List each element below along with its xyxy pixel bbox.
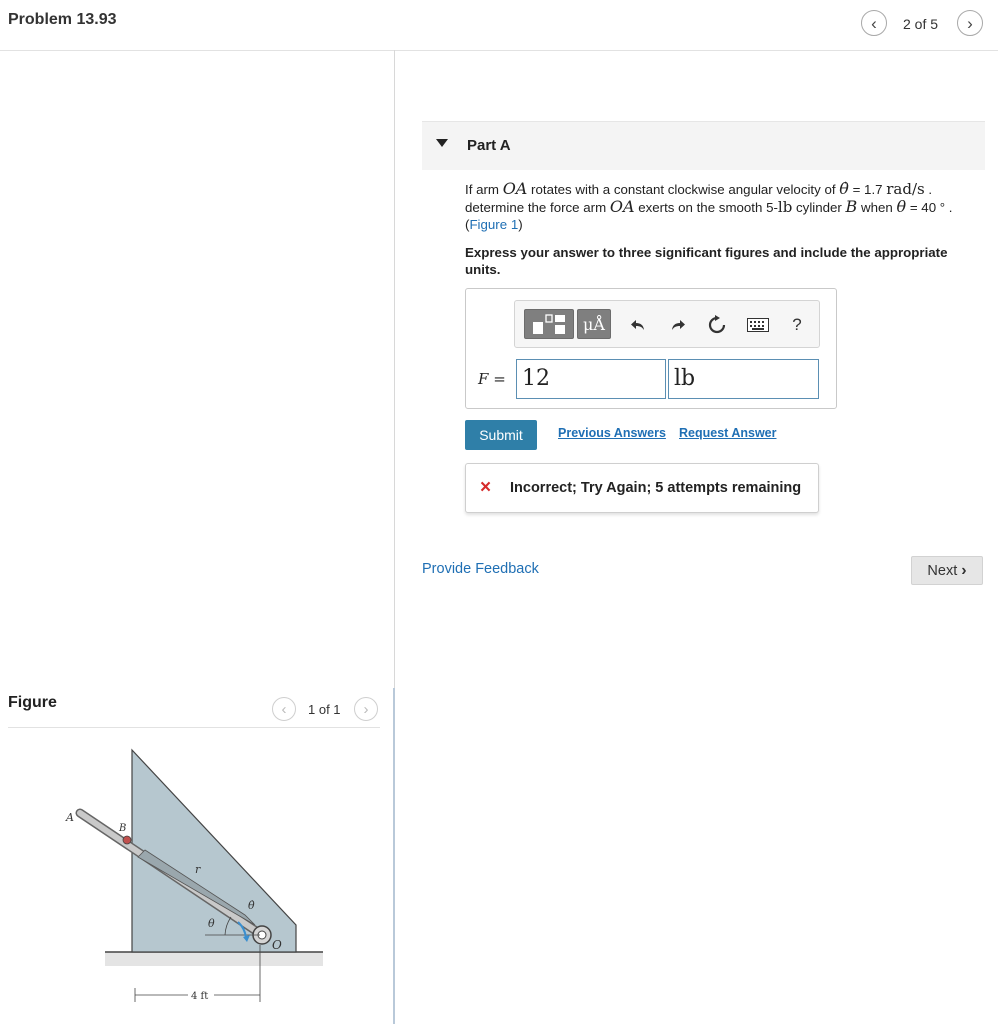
submit-button[interactable]: Submit bbox=[465, 420, 537, 450]
previous-answers-link[interactable]: Previous Answers bbox=[558, 426, 666, 440]
label-r: r bbox=[195, 863, 201, 876]
request-answer-link[interactable]: Request Answer bbox=[679, 426, 777, 440]
next-label: Next bbox=[927, 562, 958, 579]
answer-value-input[interactable]: 12 bbox=[516, 359, 666, 399]
label-o: O bbox=[272, 938, 282, 952]
figure-link[interactable]: Figure 1 bbox=[469, 217, 519, 232]
part-label: Part A bbox=[467, 137, 511, 154]
feedback-message: Incorrect; Try Again; 5 attempts remaining bbox=[510, 480, 802, 496]
incorrect-feedback-box bbox=[465, 463, 819, 513]
ground bbox=[105, 952, 323, 966]
label-theta-dot: θ̇ bbox=[248, 899, 255, 912]
collapse-caret-icon bbox=[436, 139, 448, 147]
previous-item-button[interactable] bbox=[861, 10, 887, 36]
item-page-counter: 2 of 5 bbox=[903, 16, 939, 32]
provide-feedback-link[interactable]: Provide Feedback bbox=[422, 561, 539, 577]
label-distance: 4 ft bbox=[191, 991, 209, 1002]
incorrect-x-icon: × bbox=[480, 477, 492, 498]
keyboard-button[interactable] bbox=[745, 313, 771, 337]
question-text: If arm OA rotates with a constant clockwise angular velocity of θ̇ = 1.7 rad/s . determine the force arm OA exerts on the smooth 5-lb cylinder B when θ = 40 ° . (Figure 1) bbox=[465, 179, 953, 232]
chevron-right-icon: › bbox=[363, 700, 369, 718]
chevron-left-icon: ‹ bbox=[281, 700, 287, 718]
redo-button[interactable] bbox=[667, 313, 689, 337]
chevron-left-icon: ‹ bbox=[871, 13, 877, 33]
chevron-right-icon: › bbox=[961, 561, 967, 579]
answer-box bbox=[465, 288, 837, 409]
next-item-button[interactable] bbox=[957, 10, 983, 36]
math-toolbar bbox=[514, 300, 820, 348]
units-button[interactable]: μÅ bbox=[577, 309, 611, 339]
figure-title: Figure bbox=[8, 694, 57, 711]
label-a: A bbox=[66, 811, 74, 824]
label-theta: θ bbox=[208, 917, 215, 930]
undo-button[interactable] bbox=[627, 313, 649, 337]
problem-title: Problem 13.93 bbox=[8, 11, 117, 28]
keyboard-icon bbox=[747, 318, 769, 332]
templates-button[interactable] bbox=[524, 309, 574, 339]
label-b: B bbox=[119, 823, 127, 834]
figure-page-counter: 1 of 1 bbox=[308, 702, 341, 717]
answer-instruction: Express your answer to three significant figures and include the appropriate units. bbox=[465, 245, 948, 277]
cylinder-b bbox=[123, 836, 131, 844]
figure-header-divider bbox=[8, 727, 380, 728]
redo-icon bbox=[669, 317, 687, 333]
figure-next-button[interactable] bbox=[354, 697, 378, 721]
reset-icon bbox=[707, 315, 727, 335]
figure-diagram bbox=[60, 745, 330, 1015]
chevron-right-icon: › bbox=[967, 13, 973, 33]
reset-button[interactable] bbox=[706, 313, 728, 337]
answer-units-input[interactable]: lb bbox=[668, 359, 819, 399]
answer-variable-label: F = bbox=[478, 370, 506, 388]
part-a-header[interactable] bbox=[422, 121, 985, 170]
help-button[interactable]: ? bbox=[792, 315, 802, 334]
next-button[interactable] bbox=[911, 556, 983, 585]
figure-scroll-edge bbox=[393, 688, 395, 1024]
figure-previous-button[interactable] bbox=[272, 697, 296, 721]
undo-icon bbox=[629, 317, 647, 333]
top-bar bbox=[0, 0, 998, 51]
templates-icon bbox=[531, 313, 567, 335]
